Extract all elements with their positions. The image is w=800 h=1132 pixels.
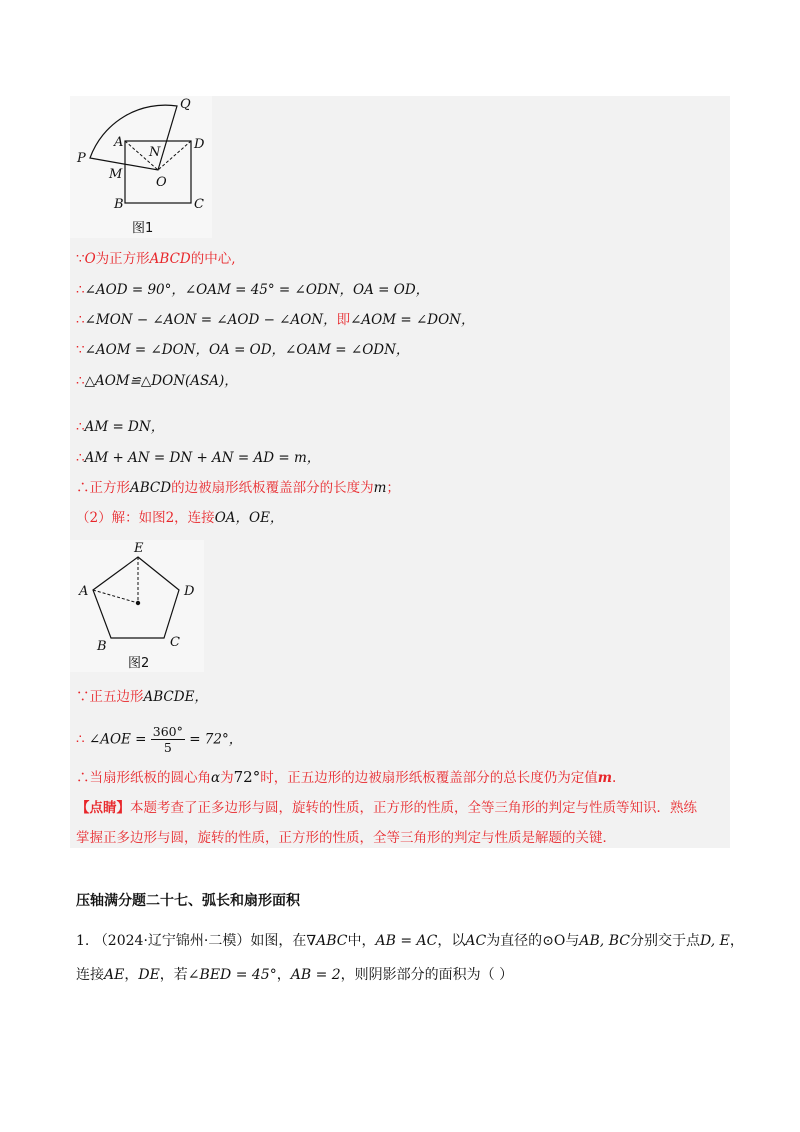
label-C: C <box>194 197 204 212</box>
label-A: A <box>114 135 124 150</box>
sol-line-5: ∴△AOM≌△DON(ASA)， <box>76 373 238 389</box>
label-C2: C <box>170 635 180 650</box>
sol-line-1: ∵O为正方形ABCD的中心, <box>76 251 236 267</box>
note-line-1: 【点睛】本题考查了正多边形与圆，旋转的性质，正方形的性质，全等三角形的判定与性质等知识．熟练 <box>76 800 697 816</box>
sol-line-2: ∴∠AOD = 90°，∠OAM = 45° = ∠ODN，OA = OD， <box>76 282 430 298</box>
figure-1-diagram <box>70 96 212 238</box>
sol-line-11: ∴ ∠AOE = $\frac{360^\circ}{5}$ = 72°， <box>76 724 243 755</box>
problem-line-1: 1. （2024·辽宁锦州·二模）如图，在∇ABC中，AB = AC，以AC为直径的⊙O与AB, BC分别交于点D, E， <box>76 933 744 949</box>
label-B: B <box>114 197 124 212</box>
sol-line-10: ∵正五边形ABCDE， <box>76 689 208 705</box>
label-P: P <box>77 151 86 166</box>
figure-2 <box>70 540 204 672</box>
sol-line-8: ∴正方形ABCD的边被扇形纸板覆盖部分的长度为m； <box>76 480 400 496</box>
sol-line-12: ∴当扇形纸板的圆心角α为72°时，正五边形的边被扇形纸板覆盖部分的总长度仍为定值m. <box>76 768 617 786</box>
label-D: D <box>194 137 205 152</box>
label-E: E <box>134 541 144 556</box>
sol-line-6: ∴AM = DN， <box>76 419 165 435</box>
figure-2-caption: 图2 <box>128 656 150 671</box>
label-B2: B <box>97 639 107 654</box>
problem-line-2: 连接AE，DE，若∠BED = 45°，AB = 2，则阴影部分的面积为（ ） <box>76 967 514 983</box>
sol-line-9: （2）解：如图2，连接OA，OE， <box>76 510 284 526</box>
figure-2-diagram <box>70 540 204 672</box>
fraction: $\frac{360^\circ}{5}$ <box>152 724 183 755</box>
label-M: M <box>109 167 123 182</box>
label-A2: A <box>79 584 89 599</box>
label-N: N <box>149 145 161 160</box>
figure-1-caption: 图1 <box>132 221 154 236</box>
sol-line-7: ∴AM + AN = DN + AN = AD = m， <box>76 450 321 466</box>
note-line-2: 掌握正多边形与圆，旋转的性质，正方形的性质，全等三角形的判定与性质是解题的关键． <box>76 830 616 846</box>
sol-line-3: ∴∠MON − ∠AON = ∠AOD − ∠AON，即∠AOM = ∠DON， <box>76 312 475 328</box>
label-O: O <box>156 175 167 190</box>
section-title: 压轴满分题二十七、弧长和扇形面积 <box>76 893 300 909</box>
figure-1 <box>70 96 212 238</box>
label-Q: Q <box>180 97 191 112</box>
label-D2: D <box>184 584 195 599</box>
sol-line-4: ∵∠AOM = ∠DON，OA = OD，∠OAM = ∠ODN， <box>76 342 410 358</box>
